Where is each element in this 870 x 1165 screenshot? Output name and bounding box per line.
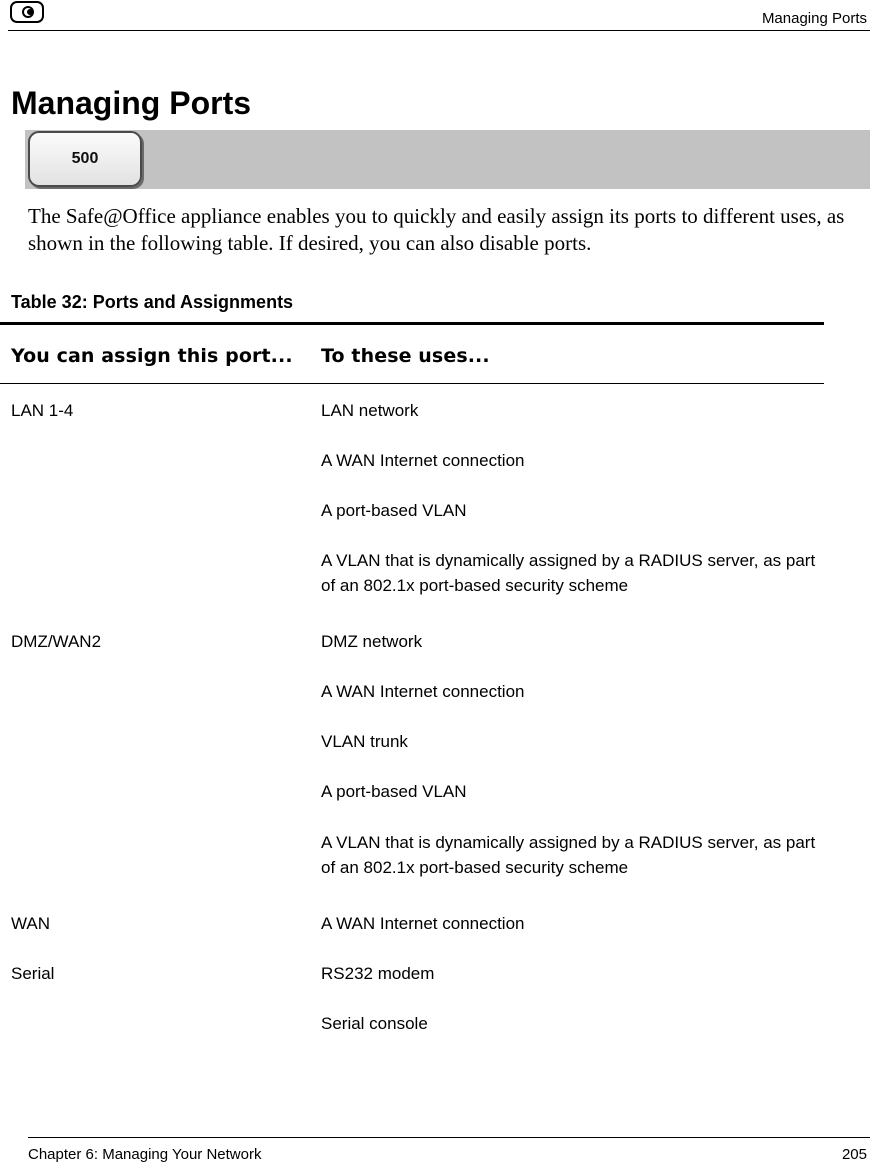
model-applicability-bar — [25, 130, 870, 189]
footer-chapter: Chapter 6: Managing Your Network — [28, 1146, 262, 1163]
page-title: Managing Ports — [11, 85, 252, 121]
port-cell-dmz-wan2: DMZ/WAN2 — [11, 632, 102, 651]
brand-logo-icon — [10, 1, 44, 23]
footer-rule — [28, 1137, 870, 1138]
table-header-rule — [0, 383, 824, 384]
running-header: Managing Ports — [761, 10, 867, 27]
use-cell: VLAN trunk — [321, 732, 408, 751]
use-cell: A WAN Internet connection — [321, 914, 525, 933]
intro-paragraph: The Safe@Office appliance enables you to quickly and easily assign its ports to different uses, as shown in the following table. If desired, you can also disable ports. — [28, 204, 845, 255]
table-top-rule — [0, 322, 824, 325]
use-cell: A WAN Internet connection — [321, 451, 525, 470]
use-cell: RS232 modem — [321, 964, 435, 983]
use-cell: LAN network — [321, 401, 419, 420]
port-cell-lan: LAN 1-4 — [11, 401, 74, 420]
logo-dot — [27, 9, 33, 15]
port-cell-serial: Serial — [11, 964, 55, 983]
use-cell: Serial console — [321, 1014, 428, 1033]
port-cell-wan: WAN — [11, 914, 51, 933]
use-cell: A WAN Internet connection — [321, 682, 525, 701]
column-header-uses: To these uses... — [321, 345, 490, 367]
use-cell: A port-based VLAN — [321, 501, 467, 520]
use-cell: A VLAN that is dynamically assigned by a RADIUS server, as part of an 802.1x port-based security scheme — [321, 833, 816, 877]
header-rule — [8, 30, 870, 31]
use-cell: DMZ network — [321, 632, 423, 651]
table-caption: Table 32: Ports and Assignments — [11, 292, 294, 312]
footer-page-number: 205 — [841, 1146, 867, 1163]
use-cell: A VLAN that is dynamically assigned by a RADIUS server, as part of an 802.1x port-based security scheme — [321, 551, 816, 595]
column-header-port: You can assign this port... — [11, 345, 293, 367]
use-cell: A port-based VLAN — [321, 782, 467, 801]
model-500-badge: 500 — [28, 131, 142, 187]
